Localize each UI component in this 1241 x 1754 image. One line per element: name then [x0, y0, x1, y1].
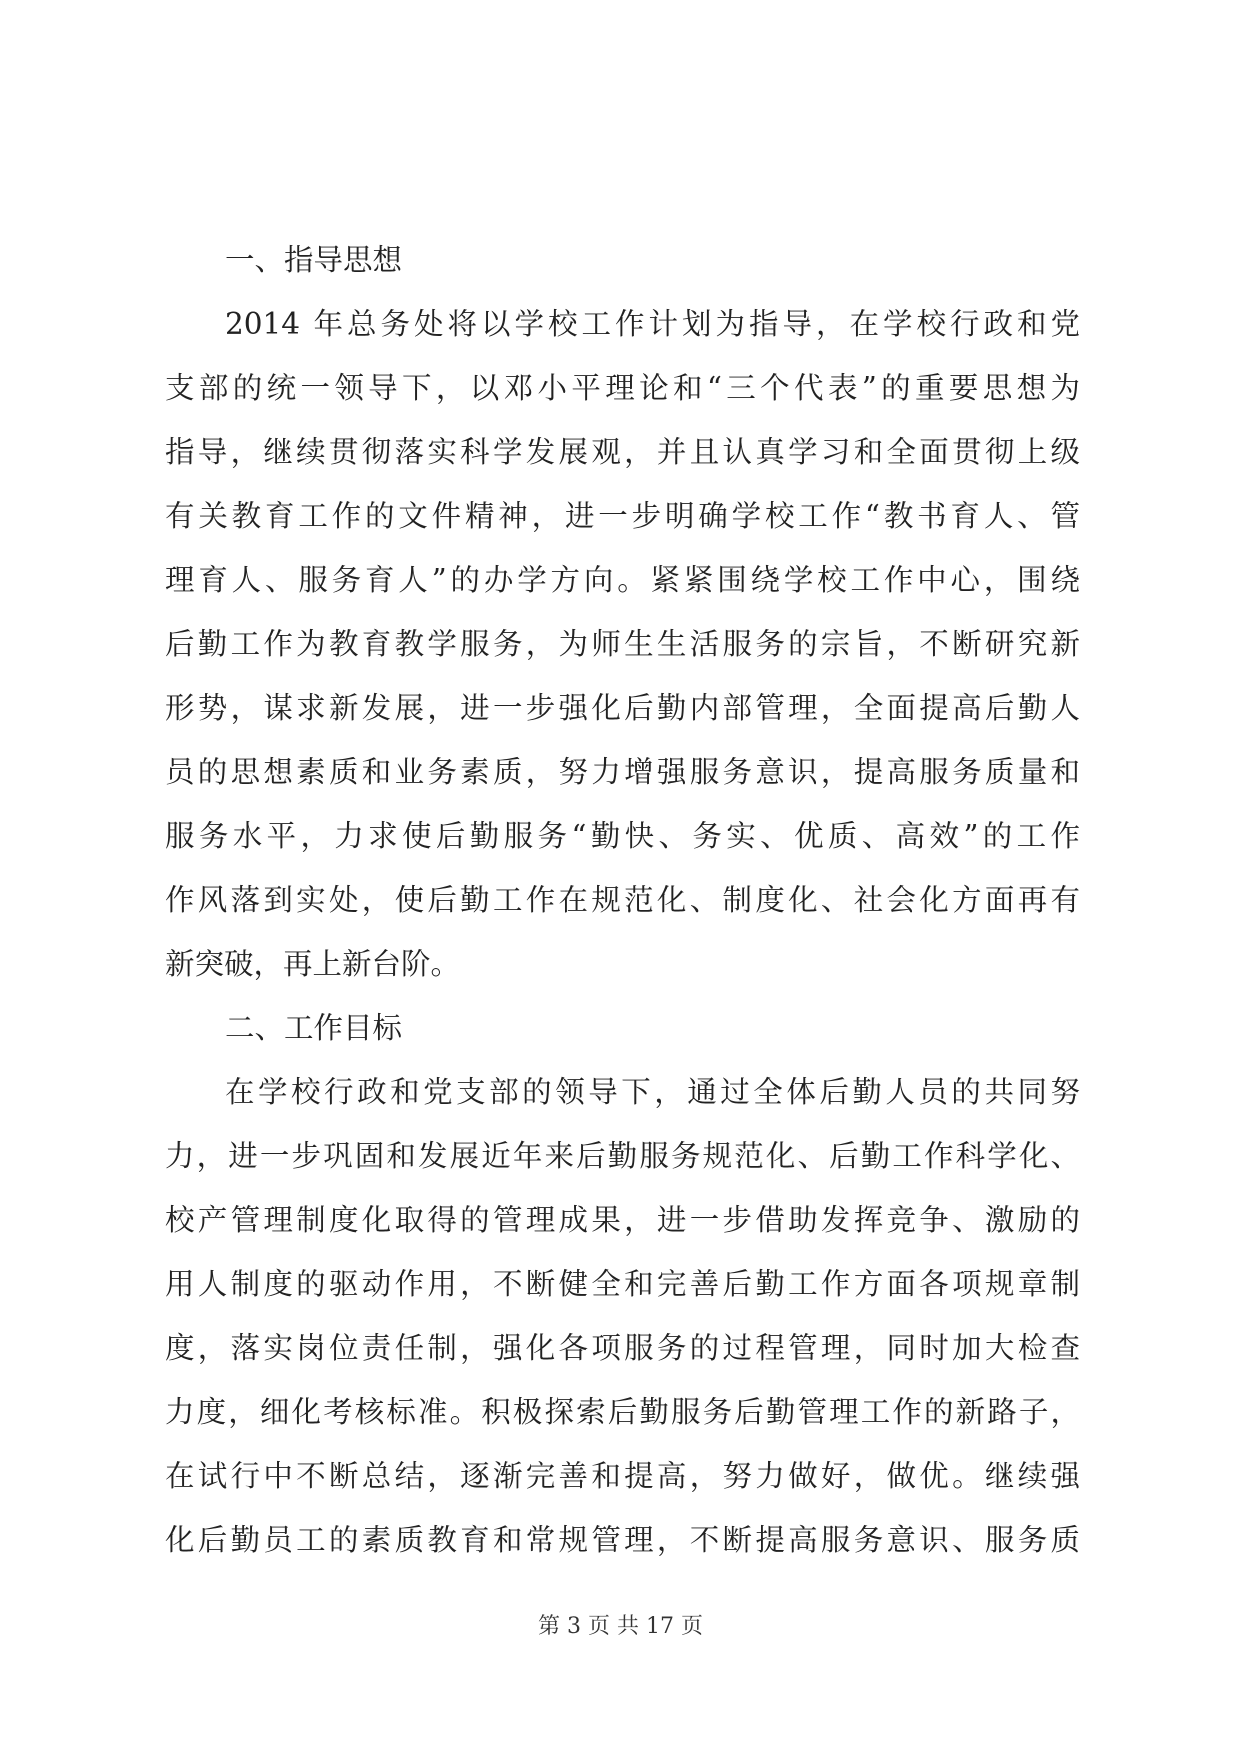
section-heading-guiding-ideology: 一、指导思想: [225, 243, 403, 277]
paragraph-line: 力，进一步巩固和发展近年来后勤服务规范化、后勤工作科学化、: [165, 1139, 1080, 1173]
paragraph-line: 有关教育工作的文件精神，进一步明确学校工作“教书育人、管: [165, 499, 1080, 533]
paragraph-line: 支部的统一领导下，以邓小平理论和“三个代表”的重要思想为: [165, 371, 1080, 405]
paragraph-line: 在试行中不断总结，逐渐完善和提高，努力做好，做优。继续强: [165, 1459, 1080, 1493]
paragraph-line: 度，落实岗位责任制，强化各项服务的过程管理，同时加大检查: [165, 1331, 1080, 1365]
paragraph-line: 作风落到实处，使后勤工作在规范化、制度化、社会化方面再有: [165, 883, 1080, 917]
document-body: [165, 228, 1080, 1572]
paragraph-line: 校产管理制度化取得的管理成果，进一步借助发挥竞争、激励的: [165, 1203, 1080, 1237]
paragraph-line: 2014 年总务处将以学校工作计划为指导，在学校行政和党: [225, 307, 1080, 341]
paragraph-line: 力度，细化考核标准。积极探索后勤服务后勤管理工作的新路子，: [165, 1395, 1080, 1429]
paragraph-line: 指导，继续贯彻落实科学发展观，并且认真学习和全面贯彻上级: [165, 435, 1080, 469]
section-heading-work-goals: 二、工作目标: [225, 1011, 403, 1045]
paragraph-line: 用人制度的驱动作用，不断健全和完善后勤工作方面各项规章制: [165, 1267, 1080, 1301]
paragraph-line: 新突破，再上新台阶。: [165, 947, 461, 981]
paragraph-line: 形势，谋求新发展，进一步强化后勤内部管理，全面提高后勤人: [165, 691, 1080, 725]
paragraph-line: 在学校行政和党支部的领导下，通过全体后勤人员的共同努: [225, 1075, 1080, 1109]
paragraph-line: 员的思想素质和业务素质，努力增强服务意识，提高服务质量和: [165, 755, 1080, 789]
page-number-footer: 第 3 页 共 17 页: [538, 1614, 703, 1639]
paragraph-line: 化后勤员工的素质教育和常规管理，不断提高服务意识、服务质: [165, 1523, 1080, 1557]
paragraph-line: 后勤工作为教育教学服务，为师生生活服务的宗旨，不断研究新: [165, 627, 1080, 661]
paragraph-line: 理育人、服务育人”的办学方向。紧紧围绕学校工作中心，围绕: [165, 563, 1080, 597]
paragraph-line: 服务水平，力求使后勤服务“勤快、务实、优质、高效”的工作: [165, 819, 1080, 853]
